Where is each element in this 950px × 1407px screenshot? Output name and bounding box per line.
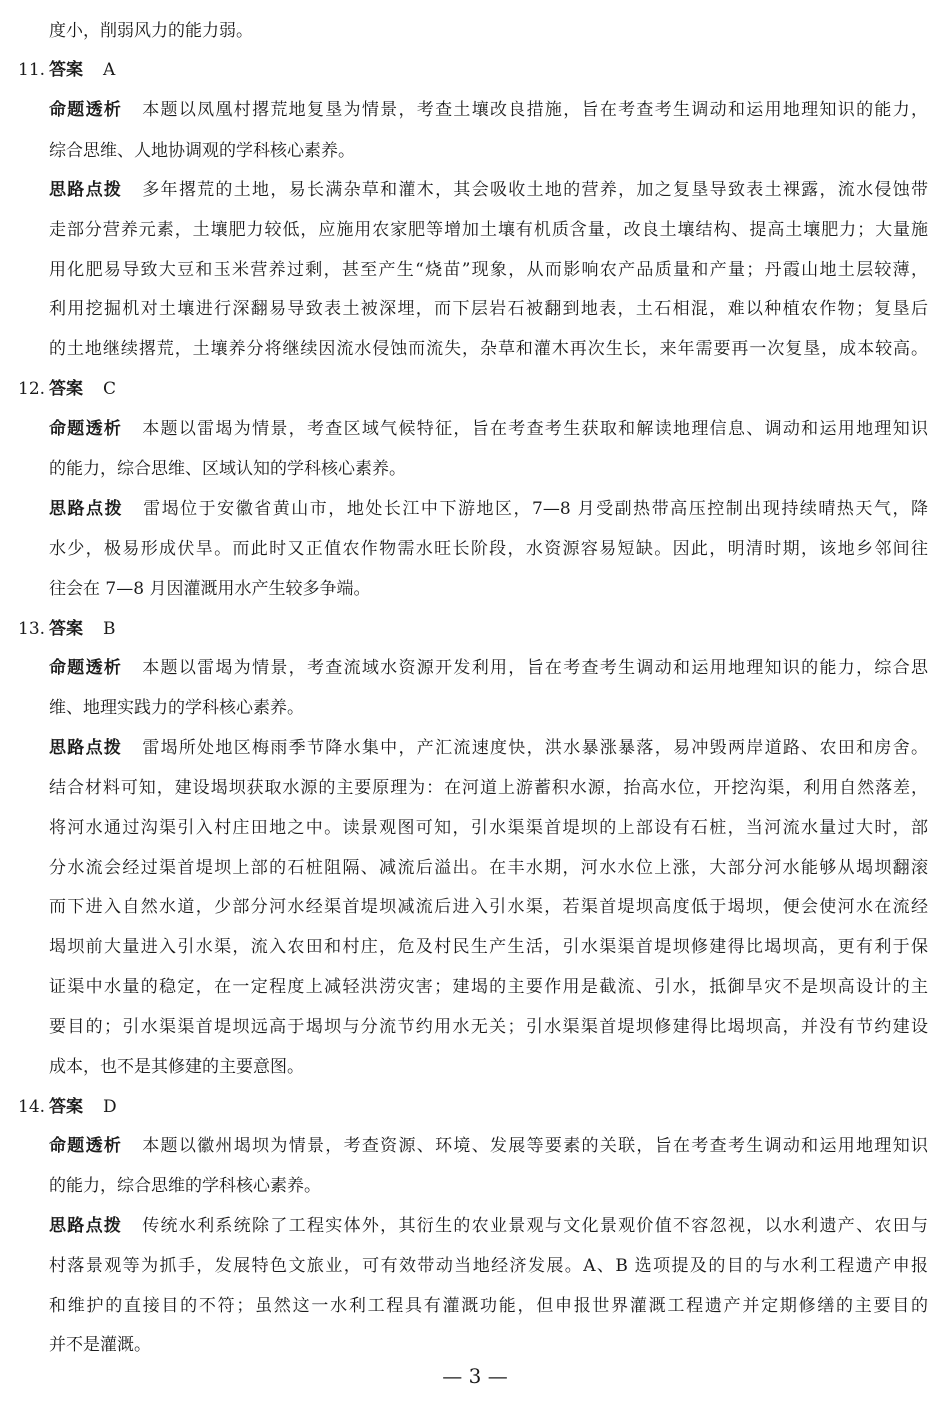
- question-12-analysis-line-1: [49, 497, 928, 521]
- intent-label: 命题透析: [49, 419, 123, 439]
- analysis-label: 思路点拨: [49, 1216, 123, 1236]
- question-13-intent-line-1: [49, 656, 928, 680]
- question-14-answer-line: [18, 1095, 950, 1119]
- question-13-analysis-line-2: 结合材料可知，建设堨坝获取水源的主要原理为：在河道上游蓄积水源，抬高水位，开挖沟渠，利用自然落差，: [49, 778, 928, 798]
- intent-text: 本题以雷堨为情景，考查流域水资源开发利用，旨在考查考生调动和运用地理知识的能力，综合思: [142, 658, 928, 678]
- question-12-analysis-line-2: 水少，极易形成伏旱。而此时又正值农作物需水旺长阶段，水资源容易短缺。因此，明清时期，该地乡邻间往: [49, 539, 928, 559]
- question-11-analysis-line-4: 利用挖掘机对土壤进行深翻易导致表土被深埋，而下层岩石被翻到地表，土石相混，难以种植农作物；复垦后: [49, 299, 928, 319]
- question-number: 13.: [18, 619, 46, 639]
- question-14-intent-line-1: [49, 1134, 928, 1158]
- question-13-analysis-line-9: 成本，也不是其修建的主要意图。: [49, 1057, 304, 1077]
- question-13-answer-line: [18, 617, 950, 641]
- analysis-label: 思路点拨: [49, 499, 124, 519]
- question-14-analysis-line-2: 村落景观等为抓手，发展特色文旅业，可有效带动当地经济发展。A、B 选项提及的目的与水利工程遗产申报: [49, 1256, 928, 1276]
- question-12-answer-line: [18, 377, 950, 401]
- question-13-analysis-line-8: 要目的；引水渠渠首堤坝远高于堨坝与分流节约用水无关；引水渠渠首堤坝修建得比堨坝高，并没有节约建设: [49, 1017, 928, 1037]
- analysis-text: 雷堨位于安徽省黄山市，地处长江中下游地区，7—8 月受副热带高压控制出现持续晴热天气，降: [143, 499, 928, 519]
- analysis-text: 多年撂荒的土地，易长满杂草和灌木，其会吸收土地的营养，加之复垦导致表土裸露，流水侵蚀带: [142, 180, 928, 200]
- question-11-analysis-line-2: 走部分营养元素，土壤肥力较低，应施用农家肥等增加土壤有机质含量，改良土壤结构、提高土壤肥力；大量施: [49, 220, 928, 240]
- intent-label: 命题透析: [49, 1136, 123, 1156]
- answer-label: 答案: [49, 1097, 84, 1117]
- analysis-label: 思路点拨: [49, 180, 123, 200]
- question-14-intent-line-2: 的能力，综合思维的学科核心素养。: [49, 1176, 321, 1196]
- intent-text: 本题以雷堨为情景，考查区域气候特征，旨在考查考生获取和解读地理信息、调动和运用地理知识: [142, 419, 928, 439]
- question-13-analysis-line-3: 将河水通过沟渠引入村庄田地之中。读景观图可知，引水渠渠首堤坝的上部设有石桩，当河流水量过大时，部: [49, 818, 928, 838]
- answer-label: 答案: [49, 379, 84, 399]
- question-number: 12.: [18, 379, 46, 399]
- question-14-analysis-line-1: [49, 1214, 928, 1238]
- analysis-text: 传统水利系统除了工程实体外，其衍生的农业景观与文化景观价值不容忽视，以水利遗产、农田与: [142, 1216, 928, 1236]
- question-13-analysis-line-6: 堨坝前大量进入引水渠，流入农田和村庄，危及村民生产生活，引水渠渠首堤坝修建得比堨坝高，更有利于保: [49, 937, 928, 957]
- answer-value: C: [103, 379, 117, 399]
- question-13-intent-line-2: 维、地理实践力的学科核心素养。: [49, 698, 304, 718]
- answer-value: A: [103, 60, 116, 80]
- answer-value: D: [103, 1097, 117, 1117]
- question-11-analysis-line-1: [49, 178, 928, 202]
- question-13-analysis-line-7: 证渠中水量的稳定，在一定程度上减轻洪涝灾害；建堨的主要作用是截流、引水，抵御旱灾不是坝高设计的主: [49, 977, 928, 997]
- question-13-analysis-line-5: 而下进入自然水道，少部分河水经渠首堤坝减流后进入引水渠，若渠首堤坝高度低于堨坝，便会使河水在流经: [49, 897, 928, 917]
- answer-label: 答案: [49, 60, 84, 80]
- answer-value: B: [103, 619, 116, 639]
- answer-label: 答案: [49, 619, 84, 639]
- intent-label: 命题透析: [49, 100, 123, 120]
- question-12-intent-line-2: 的能力，综合思维、区域认知的学科核心素养。: [49, 459, 406, 479]
- intent-text: 本题以徽州堨坝为情景，考查资源、环境、发展等要素的关联，旨在考查考生调动和运用地理知识: [142, 1136, 928, 1156]
- question-11-intent-line-1: [49, 98, 928, 122]
- question-12-intent-line-1: [49, 417, 928, 441]
- analysis-text: 雷堨所处地区梅雨季节降水集中，产汇流速度快，洪水暴涨暴落，易冲毁两岸道路、农田和房舍。: [142, 738, 928, 758]
- page-number: — 3 —: [442, 1364, 508, 1388]
- intent-label: 命题透析: [49, 658, 123, 678]
- question-14-analysis-line-3: 和维护的直接目的不符；虽然这一水利工程具有灌溉功能，但申报世界灌溉工程遗产并定期修缮的主要目的: [49, 1296, 928, 1316]
- analysis-label: 思路点拨: [49, 738, 123, 758]
- question-11-analysis-line-3: 用化肥易导致大豆和玉米营养过剩，甚至产生“烧苗”现象，从而影响农产品质量和产量；丹霞山地土层较薄，: [49, 260, 928, 280]
- intent-text: 本题以凤凰村撂荒地复垦为情景，考查土壤改良措施，旨在考查考生调动和运用地理知识的能力，: [142, 100, 928, 120]
- question-11-analysis-line-5: 的土地继续撂荒，土壤养分将继续因流水侵蚀而流失，杂草和灌木再次生长，来年需要再一次复垦，成本较高。: [49, 339, 928, 359]
- question-number: 14.: [18, 1097, 46, 1117]
- question-11-answer-line: [18, 58, 950, 82]
- question-12-analysis-line-3: 往会在 7—8 月因灌溉用水产生较多争端。: [49, 579, 371, 599]
- question-number: 11.: [18, 60, 46, 80]
- question-13-analysis-line-1: [49, 736, 928, 760]
- continuation-text: 度小，削弱风力的能力弱。: [49, 21, 253, 41]
- question-11-intent-line-2: 综合思维、人地协调观的学科核心素养。: [49, 141, 355, 161]
- question-14-analysis-line-4: 并不是灌溉。: [49, 1335, 151, 1355]
- question-13-analysis-line-4: 分水流会经过渠首堤坝上部的石桩阻隔、减流后溢出。在丰水期，河水水位上涨，大部分河水能够从堨坝翻滚: [49, 858, 928, 878]
